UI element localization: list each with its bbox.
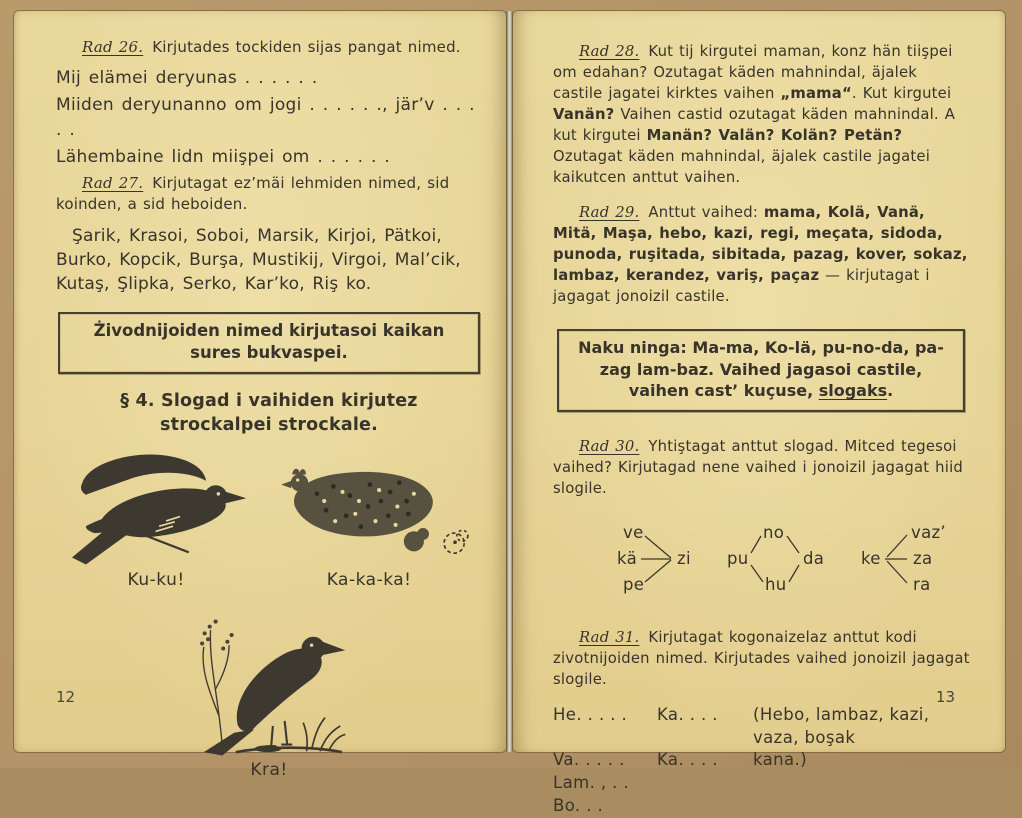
- section-4-heading: § 4. Slogad i vaihiden kirjutez strockalpei strockale.: [120, 391, 418, 435]
- fill-line-3: Lähembaine lidn miişpei om . . . . . .: [56, 146, 391, 167]
- fill-row: [553, 749, 971, 772]
- fill-cell: (Hebo, lambaz, kazi, vaza, boşak: [753, 704, 930, 747]
- exercise-29-text: Anttut vaihed:: [648, 204, 764, 221]
- bold-word-mama: „mama“: [780, 85, 852, 102]
- fill-cell: Ka. . . .: [657, 704, 718, 724]
- rule-box-capitalization: Żivodnijoiden nimed kirjutasoi kaikan sures bukvaspei.: [58, 312, 480, 375]
- syllable-ke: ke: [861, 548, 881, 568]
- page-number-right: 13: [935, 688, 955, 706]
- cuckoo-caption: Ku-ku!: [127, 569, 185, 590]
- exercise-28-text: . Kut kirgutei: [851, 85, 952, 102]
- exercise-29-label: Rad 29.: [579, 204, 640, 221]
- syllable-no: no: [763, 522, 785, 542]
- exercise-30-label: Rad 30.: [579, 437, 640, 455]
- fill-row: [553, 772, 971, 795]
- fill-row: [553, 704, 971, 750]
- exercise-27-label: Rad 27.: [82, 173, 144, 192]
- bold-word-list: mama, Kolä, Vanä, Mitä, Maşa, hebo, kazi, regi, meçata, sidoda, punoda, ruşitada, sibitada, pazag, kover, sokaz, lambaz, kerandez, variş, paçaz: [553, 204, 968, 284]
- exercise-30: [553, 436, 971, 499]
- exercise-29: [553, 202, 971, 307]
- syllable-pu: pu: [727, 548, 749, 568]
- rule-box-text: Naku ninga: Ma-ma, Ko-lä, pu-no-da, pa-zag lam-baz. Vaihed jagasoi castile, vaihen cast’ kuçuse,: [578, 338, 944, 401]
- exercise-31-label: Rad 31.: [579, 628, 640, 646]
- rule-box-text: .: [887, 381, 894, 401]
- syllable-ra: ra: [913, 574, 931, 594]
- exercise-28-text: Ozutagat käden mahnindal, äjalek castile jagatei kaikutcen anttut vaihen.: [553, 148, 931, 186]
- syllable-za: za: [913, 548, 933, 568]
- syllable-diagram: [601, 521, 973, 605]
- syllable-zi: zi: [677, 548, 691, 568]
- exercise-26-label: Rad 26.: [82, 38, 144, 56]
- fill-row: [553, 795, 971, 818]
- fill-line-2: Miiden deryunanno om jogi . . . . . ., jär’v . . . . .: [56, 95, 475, 140]
- book-gutter: [506, 11, 513, 752]
- exercise-26-text: Kirjutades tockiden sijas pangat nimed.: [152, 38, 461, 56]
- fill-line-1: Mij elämei deryunas . . . . . .: [56, 68, 318, 89]
- crow-illustration: [172, 598, 367, 758]
- page-right: [513, 11, 1005, 815]
- rule-box-syllables: [557, 329, 965, 412]
- hen-caption: Ka-ka-ka!: [326, 569, 412, 590]
- crow-caption: Kra!: [250, 759, 288, 780]
- syllable-pe: pe: [623, 574, 645, 594]
- exercise-27-text: Kirjutagat ez’mäi lehmiden nimed, sid koinden, a sid heboiden.: [56, 173, 450, 214]
- exercise-28: [553, 41, 971, 188]
- syllable-ve: ve: [623, 522, 644, 542]
- fill-cell: Bo. . .: [553, 795, 604, 815]
- exercise-27: [56, 173, 482, 216]
- fill-cell: He. . . . .: [553, 704, 628, 724]
- cuckoo-illustration: [54, 446, 259, 568]
- syllable-ka: kä: [617, 548, 637, 568]
- bird-illustrations-row: [56, 446, 482, 590]
- bold-word-vanan: Vanän?: [553, 106, 615, 123]
- fill-cell: Lam. , . .: [553, 773, 630, 793]
- exercise-30-text: Yhtiştagat anttut slogad. Mitced tegesoi vaihed? Kirjutagad nene vaihed i jonoizil jagagat hiid slogile.: [553, 437, 963, 497]
- fill-cell: kana.): [753, 750, 808, 770]
- hen-with-chicks-illustration: [262, 446, 477, 568]
- exercise-28-label: Rad 28.: [579, 43, 640, 60]
- fill-in-word-list: [553, 704, 971, 818]
- exercise-26: [56, 37, 482, 58]
- page-number-left: 12: [56, 688, 76, 706]
- exercise-28-text: Vaihen castid ozutagat käden mahnindal. A kut kirgutei: [553, 106, 956, 144]
- syllable-vaz: vaz’: [911, 522, 946, 542]
- exercise-31-text: Kirjutagat kogonaizelaz anttut kodi zivotnijoiden nimed. Kirjutades vaihed jonoizil jagagat slogile.: [553, 628, 970, 688]
- fill-cell: Va. . . . .: [553, 750, 625, 770]
- bold-names-questions: Manän? Valän? Kolän? Petän?: [646, 127, 903, 144]
- fill-cell: Ka. . . .: [657, 750, 718, 770]
- exercise-28-text: Kut tij kirgutei maman, konz hän tiişpei om edahan? Ozutagat käden mahnindal, äjalek castile jagatei kirktes vaihen: [553, 43, 953, 102]
- syllable-da: da: [803, 548, 825, 568]
- underlined-word-slogaks: slogaks: [818, 381, 888, 401]
- syllable-hu: hu: [765, 574, 787, 594]
- crow-illustration-block: [56, 598, 482, 780]
- page-left: [14, 11, 506, 780]
- exercise-29-text: — kirjutagat i jagagat jonoizil castile.: [553, 267, 930, 305]
- dog-names-list: Şarik, Krasoi, Soboi, Marsik, Kirjoi, Pätkoi, Burko, Kopcik, Burşa, Mustikij, Virgoi, Mal’cik, Kutaş, Şlipka, Serko, Kar’ko, Riş ko.: [56, 226, 461, 294]
- exercise-31: [553, 627, 971, 690]
